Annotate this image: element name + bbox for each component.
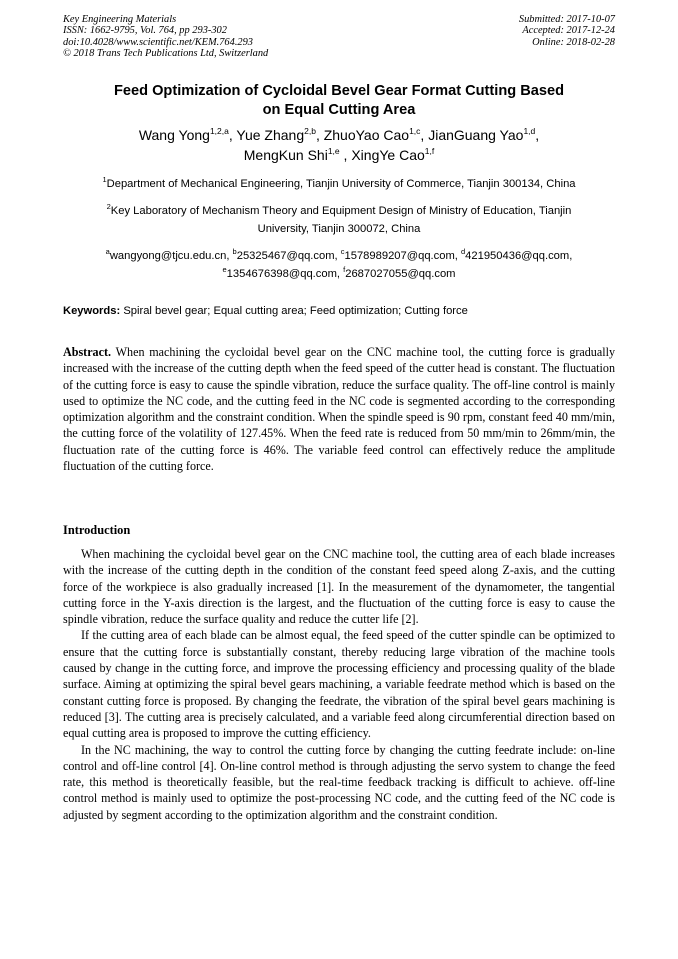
author-name: XingYe Cao [351, 147, 425, 163]
author-affiliation-mark: 1,c [409, 126, 421, 136]
introduction-heading: Introduction [63, 523, 131, 537]
doi: doi:10.4028/www.scientific.net/KEM.764.293 [63, 36, 253, 48]
accepted-date: Accepted: 2017-12-24 [522, 25, 615, 37]
abstract [63, 344, 615, 474]
affiliation-2-line-2: University, Tianjin 300072, China [257, 223, 421, 235]
abstract-label: Abstract. [63, 345, 112, 359]
paper-title [70, 82, 608, 120]
affiliation-mark: 2 [106, 202, 111, 211]
affiliation-text: Key Laboratory of Mechanism Theory and Equipment Design of Ministry of Education, Tianjin [110, 205, 572, 217]
online-date: Online: 2018-02-28 [532, 36, 615, 48]
email-address: 25325467@qq.com [236, 250, 335, 262]
email-mark: d [461, 247, 466, 256]
author-affiliation-mark: 1,e [327, 146, 340, 156]
email-line-1: $^a$wangyong@tjcu.edu.cn, $^b$25325467@qq.com, $^c$1578989207@qq.com, $^d$421950436@qq.com, [105, 247, 573, 262]
keywords-label: Keywords: [63, 305, 121, 317]
email-mark: c [340, 247, 345, 256]
email-line-2: $^e$1354676398@qq.com, $^f$2687027055@qq.com [222, 265, 456, 280]
author-affiliation-mark: 2,b [304, 126, 316, 136]
email-list [63, 247, 615, 283]
copyright: © 2018 Trans Tech Publications Ltd, Switzerland [63, 48, 269, 60]
affiliation-1 [63, 175, 615, 193]
email-address: 1354676398@qq.com [226, 268, 337, 280]
journal-name: Key Engineering Materials [63, 14, 177, 25]
email-address: 421950436@qq.com [465, 250, 570, 262]
author-name: ZhuoYao Cao [323, 127, 410, 143]
author-line-1: Wang Yong$^{1,2,a}$, Yue Zhang$^{2,b}$, ZhuoYao Cao$^{1,c}$, JianGuang Yao$^{1,d}$, [138, 126, 540, 143]
author-name: Wang Yong [138, 127, 210, 143]
paragraph: When machining the cycloidal bevel gear on the CNC machine tool, the cutting area of each blade increases with the increase of the cutting depth in the condition of the constant feed speed along Z-axis, and the cutting force of the workpiece is also gradually increased [1]. In the measurement of the dynamometer, the tangential cutting force in the Y-axis direction is the largest, and the fluctuation of the cutting force is easy to cause the spindle vibration, reduce the surface quality and reduce the cutter life [2]. [63, 547, 615, 627]
author-line-2: MengKun Shi$^{1,e}$ , XingYe Cao$^{1,f}$ [243, 146, 435, 163]
submitted-date: Submitted: 2017-10-07 [518, 14, 615, 25]
author-list [63, 125, 615, 165]
introduction-body [63, 546, 615, 823]
affiliation-2-line-1 [63, 202, 615, 220]
title-line-1: Feed Optimization of Cycloidal Bevel Gear Format Cutting Based [113, 83, 565, 99]
email-mark: f [343, 265, 346, 274]
email-mark: e [222, 265, 227, 274]
keywords-text: Spiral bevel gear; Equal cutting area; Feed optimization; Cutting force [123, 305, 468, 317]
abstract-text: When machining the cycloidal bevel gear on the CNC machine tool, the cutting force is gradually increased with the increase of the cutting depth when the feed speed of the cutter head is constant. The fluctuation of the cutting force is easy to cause the spindle vibration, reduce the surface quality. The off-line control is mainly used to optimize the NC code, and the cutting feed in the NC code is segmented according to the corresponding optimization algorithm and the constraint condition. When the spindle speed is 90 rpm, constant feed 40 mm/min, the cutting force of the volatility of 127.45%. When the feed rate is reduced from 50 mm/min to 26mm/min, the fluctuation rate of the cutting force is 46%. The variable feed control can effectively reduce the amplitude fluctuation of the cutting force. [63, 345, 615, 474]
publication-dates [519, 14, 615, 48]
author-name: JianGuang Yao [428, 127, 524, 143]
paragraph: In the NC machining, the way to control the cutting force by changing the cutting feedrate include: on-line control and off-line control [4]. On-line control method is through adjusting the servo system to change the feed rate, this method is theoretically feasible, but the real-time feedback tracking is difficult to achieve. off-line control method is mainly used to optimize the post-processing NC code, and the cutting feed of the NC code is adjusted by segment according to the optimization algorithm and the constraint condition. [63, 742, 615, 822]
affiliation-2 [63, 202, 615, 238]
author-affiliation-mark: 1,d [523, 126, 536, 136]
email-mark: a [105, 247, 110, 256]
issn-volume: ISSN: 1662-9795, Vol. 764, pp 293-302 [63, 25, 227, 37]
email-address: wangyong@tjcu.edu.cn [109, 250, 227, 262]
email-mark: b [232, 247, 237, 256]
affiliation-text: Department of Mechanical Engineering, Tianjin University of Commerce, Tianjin 300134, China [106, 178, 576, 190]
paragraph: If the cutting area of each blade can be almost equal, the feed speed of the cutter spindle can be optimized to ensure that the cutting force is substantially constant, thereby reducing large vibration of the machine tools caused by change in the cutting force, and improve the processing efficiency and processing quality of the blade surface. Aiming at optimizing the spiral bevel gears machining, a variable feedrate method which is based on the constant cutting force is proposed. By changing the feedrate, the vibration of the spiral bevel gears machining is reduced [3]. The cutting area is precisely calculated, and a variable feed along circumferential direction based on equal cutting area is proposed to improve the cutting efficiency. [63, 628, 615, 741]
journal-info [63, 14, 268, 60]
email-address: 2687027055@qq.com [345, 268, 456, 280]
author-name: MengKun Shi [243, 147, 328, 163]
email-address: 1578989207@qq.com [344, 250, 455, 262]
author-affiliation-mark: 1,2,a [209, 126, 229, 136]
affiliation-mark: 1 [102, 175, 107, 184]
author-affiliation-mark: 1,f [424, 146, 435, 156]
title-line-2: on Equal Cutting Area [262, 102, 416, 118]
keywords [63, 304, 615, 319]
author-name: Yue Zhang [236, 127, 305, 143]
